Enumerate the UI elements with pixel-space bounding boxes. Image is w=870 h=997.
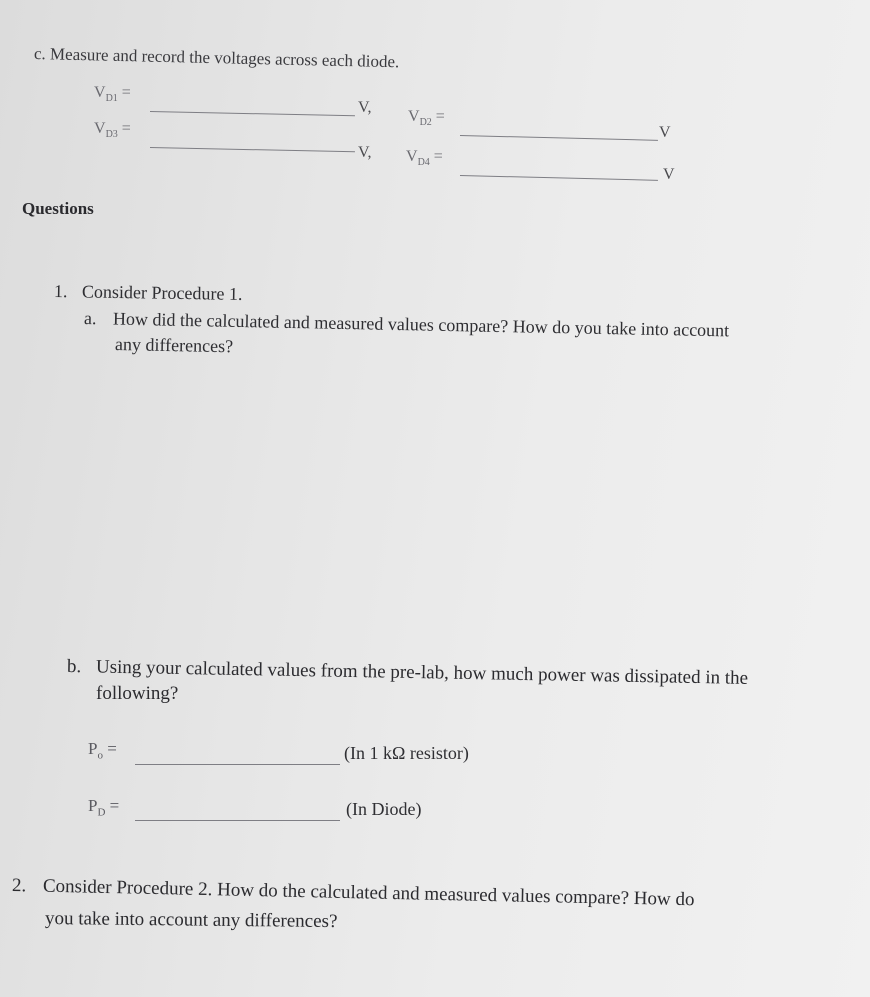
vd3-unit: V, [358, 144, 372, 161]
question-1 [54, 281, 243, 305]
pd-note: (In Diode) [346, 799, 422, 819]
question-2-line1: 2. Consider Procedure 2. How do the calculated and measured values compare? How do [11, 875, 695, 911]
vd4-blank[interactable] [460, 175, 658, 181]
po-blank[interactable] [135, 764, 340, 765]
po-label: $P_o$ = [88, 739, 117, 762]
vd3-blank[interactable] [150, 147, 355, 152]
question-1a-line1: a. How did the calculated and measured values compare? How do you take into account [83, 308, 730, 341]
vd2-blank[interactable] [460, 135, 658, 141]
vd2-unit: V [659, 124, 671, 141]
pd-blank[interactable] [135, 820, 340, 821]
procedure-c-text: c. Measure and record the voltages across each diode. [33, 44, 400, 72]
vd3-label: $V_{D3}$ = [94, 120, 131, 141]
po-note: (In 1 kΩ resistor) [344, 743, 469, 763]
vd1-label: $V_{D1}$ = [94, 84, 131, 105]
question-1a-line2: any differences? [114, 334, 234, 357]
vd1-unit: V, [358, 99, 372, 116]
question-2-number: 2. [11, 875, 27, 897]
question-1-text: Consider Procedure 1. [81, 281, 243, 304]
vd2-label: $V_{D2}$ = [408, 108, 445, 129]
vd1-blank[interactable] [150, 111, 355, 116]
question-1b-letter: b. [66, 656, 82, 678]
questions-heading: Questions [22, 199, 94, 218]
question-2-line2: you take into account any differences? [44, 908, 338, 933]
vd4-unit: V [663, 166, 675, 183]
pd-label: $P_D$ = [88, 796, 120, 819]
question-1b-line1: b. Using your calculated values from the pre-lab, how much power was dissipated in the [66, 656, 749, 689]
question-1b-line2: following? [96, 683, 179, 704]
vd4-label: $V_{D4}$ = [406, 148, 443, 169]
question-1-number: 1. [53, 281, 68, 302]
question-1a-letter: a. [83, 308, 97, 329]
